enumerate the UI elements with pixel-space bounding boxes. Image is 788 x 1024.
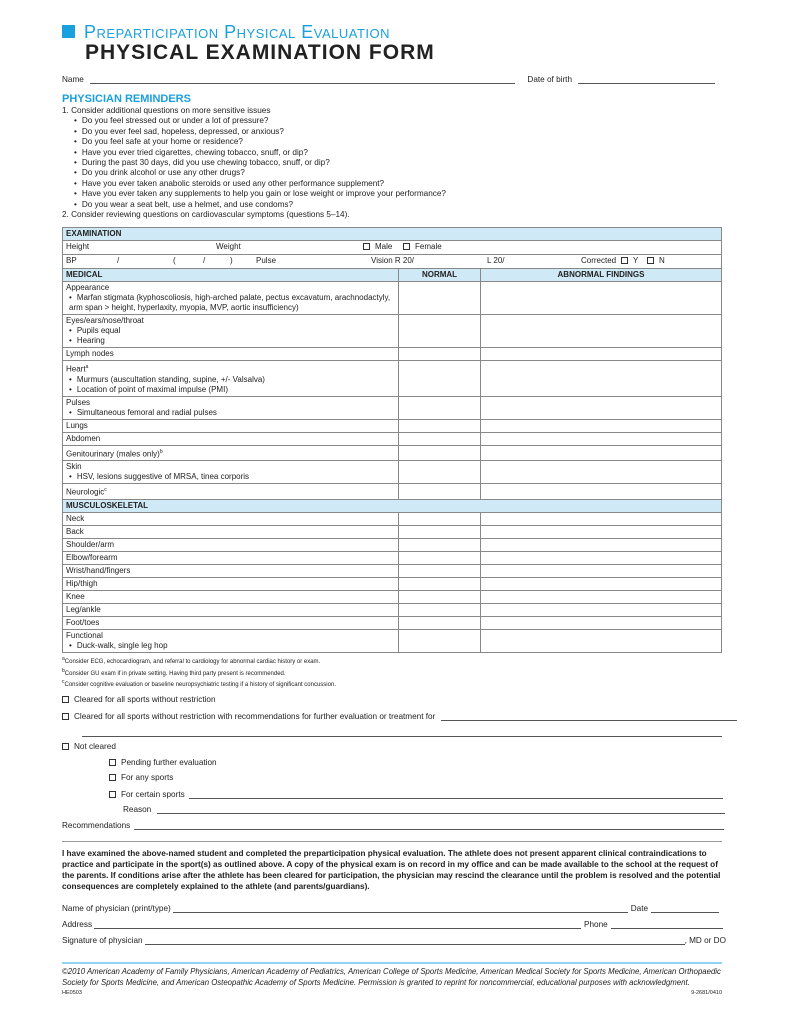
corrected-label: Corrected (581, 256, 617, 265)
blue-square-icon (62, 25, 75, 38)
female-option[interactable] (403, 242, 442, 252)
not-cleared-label: Not cleared (74, 742, 116, 751)
phone-label: Phone (584, 920, 608, 929)
exam-row (63, 282, 722, 315)
exam-row (63, 590, 722, 603)
checkbox-icon (647, 257, 654, 264)
abnormal-findings-cell[interactable] (481, 564, 722, 577)
abnormal-findings-cell[interactable] (481, 577, 722, 590)
copyright: ©2010 American Academy of Family Physicians, American Academy of Pediatrics, American College of Sports Medicine, American Medical Society for Sports Medicine, American Orthopaedic Society for Sports Medicine, and American Osteopathic Academy of Sports Medicine. Permission is granted to reprint for noncommercial, educational purposes with acknowledgment. (62, 967, 721, 987)
abnormal-findings-cell[interactable] (481, 590, 722, 603)
examination-heading: EXAMINATION (63, 228, 722, 241)
footnotes (62, 655, 336, 690)
corrected-yes[interactable] (621, 256, 638, 266)
address-field[interactable] (94, 919, 581, 929)
form-subtitle (62, 22, 390, 43)
cleared-rec-field-2[interactable] (82, 727, 722, 737)
footnote-marker: a (85, 364, 89, 370)
exam-item-label: Pulses (66, 397, 91, 407)
checkbox-icon (109, 791, 116, 798)
exam-item-detail: • Murmurs (auscultation standing, supine, +/- Valsalva) (66, 375, 395, 385)
abnormal-findings-cell[interactable] (481, 348, 722, 361)
normal-cell[interactable] (399, 484, 481, 500)
cleared-rec-label: Cleared for all sports without restriction with recommendations for further evaluation or treatment for (74, 712, 436, 721)
checkbox-icon (109, 759, 116, 766)
checkbox-icon (62, 696, 69, 703)
bp-label: BP (66, 256, 77, 265)
exam-item-detail: • Duck-walk, single leg hop (66, 641, 395, 651)
exam-row (63, 512, 722, 525)
exam-item (63, 282, 399, 315)
normal-cell[interactable] (399, 590, 481, 603)
reminder-item-2: 2. Consider reviewing questions on cardiovascular symptoms (questions 5–14). (62, 210, 350, 220)
abnormal-findings-cell[interactable] (481, 629, 722, 652)
signature-label: Signature of physician (62, 936, 143, 945)
exam-item-detail: • Marfan stigmata (kyphoscoliosis, high-arched palate, pectus excavatum, arachnodactyly, arm span > height, hyperlaxity, myopia, MVP, aortic insufficiency) (66, 293, 395, 313)
checkbox-icon (109, 774, 116, 781)
reminder-question: • Do you feel stressed out or under a lot of pressure? (62, 116, 446, 126)
footer-divider (62, 962, 722, 964)
exam-row (63, 616, 722, 629)
height-weight-row (63, 241, 722, 255)
certain-sports-label: For certain sports (121, 790, 185, 799)
phone-field[interactable] (611, 919, 723, 929)
name-label: Name (62, 75, 84, 84)
abnormal-findings-cell[interactable] (481, 461, 722, 484)
vision-right-label: Vision R 20/ (371, 256, 414, 265)
exam-item (63, 396, 399, 419)
normal-cell[interactable] (399, 282, 481, 315)
not-cleared-option[interactable] (62, 742, 116, 751)
normal-cell[interactable] (399, 629, 481, 652)
exam-item (63, 461, 399, 484)
footnote-a: $^a$Consider ECG, echocardiogram, and referral to cardiology for abnormal cardiac history or exam. (62, 656, 321, 665)
recommendations-row (62, 820, 724, 830)
exam-item (63, 484, 399, 500)
exam-row (63, 419, 722, 432)
corrected-no[interactable] (647, 256, 665, 266)
exam-item-label: Lungs (66, 420, 88, 430)
exam-item (63, 525, 399, 538)
vision-left-label: L 20/ (487, 256, 505, 265)
exam-item-label: Abdomen (66, 433, 101, 443)
exam-row (63, 432, 722, 445)
exam-item-label: Shoulder/arm (66, 539, 115, 549)
vitals-row (63, 255, 722, 269)
recommendations-label: Recommendations (62, 821, 131, 830)
normal-cell[interactable] (399, 512, 481, 525)
footnote-b: $^b$Consider GU exam if in private setting. Having third party present is recommended. (62, 667, 286, 677)
normal-cell[interactable] (399, 361, 481, 397)
abnormal-findings-cell[interactable] (481, 419, 722, 432)
abnormal-findings-cell[interactable] (481, 525, 722, 538)
normal-cell[interactable] (399, 616, 481, 629)
physician-name-field[interactable] (173, 903, 628, 913)
musculoskeletal-heading: MUSCULOSKELETAL (63, 499, 722, 512)
footnote-marker: b (159, 448, 163, 455)
form-title: PHYSICAL EXAMINATION FORM (85, 41, 435, 64)
pulse-label: Pulse (256, 256, 277, 265)
any-sports-option[interactable] (109, 773, 173, 782)
address-label: Address (62, 920, 93, 929)
exam-item (63, 419, 399, 432)
pending-option[interactable] (109, 758, 217, 767)
abnormal-findings-cell[interactable] (481, 445, 722, 461)
physician-name-label: Name of physician (print/type) (62, 904, 171, 913)
exam-item (63, 432, 399, 445)
normal-cell[interactable] (399, 461, 481, 484)
certain-sports-field[interactable] (189, 789, 723, 799)
normal-cell[interactable] (399, 538, 481, 551)
normal-cell[interactable] (399, 564, 481, 577)
exam-item (63, 361, 399, 397)
address-row (62, 919, 723, 929)
reminder-question: • Do you feel safe at your home or residence? (62, 137, 446, 147)
abnormal-heading: ABNORMAL FINDINGS (481, 269, 722, 282)
exam-item-label: Foot/toes (66, 617, 100, 627)
exam-row (63, 396, 722, 419)
normal-cell[interactable] (399, 551, 481, 564)
exam-item-label: Neck (66, 513, 85, 523)
exam-item-label: Wrist/hand/fingers (66, 565, 131, 575)
reminder-question: • Do you wear a seat belt, use a helmet, and use condoms? (62, 200, 446, 210)
footnote-c: $^c$Consider cognitive evaluation or baseline neuropsychiatric testing if a history of significant concussion. (62, 679, 336, 688)
cleared-label: Cleared for all sports without restriction (74, 695, 216, 704)
md-do-label: , MD or DO (684, 936, 726, 945)
abnormal-findings-cell[interactable] (481, 484, 722, 500)
exam-row (63, 525, 722, 538)
exam-item (63, 348, 399, 361)
reminder-question: • Have you ever taken any supplements to help you gain or lose weight or improve your performance? (62, 189, 446, 199)
date-label: Date (630, 904, 649, 913)
exam-item (63, 603, 399, 616)
normal-heading: NORMAL (399, 269, 481, 282)
normal-cell[interactable] (399, 315, 481, 348)
attestation-text: I have examined the above-named student and completed the preparticipation physical evaluation. The athlete does not present apparent clinical contraindications to practice and participate in the sport(s) as outlined above. A copy of the physical exam is on record in my office and can be made available to the school at the request of the parents. If conditions arise after the athlete has been cleared for participation, the physician may rescind the clearance until the problem is resolved and the potential consequences are completely explained to the athlete (and parents/guardians). (62, 849, 721, 891)
cleared-option[interactable] (62, 695, 216, 704)
dob-field[interactable] (578, 74, 715, 84)
date-field[interactable] (651, 903, 719, 913)
signature-row (62, 935, 726, 945)
exam-item-label: Functional (66, 630, 103, 640)
exam-item (63, 512, 399, 525)
yes-label: Y (633, 256, 639, 265)
female-label: Female (415, 242, 442, 251)
exam-row (63, 484, 722, 500)
any-sports-label: For any sports (121, 773, 174, 782)
normal-cell[interactable] (399, 525, 481, 538)
reminder-question: • Do you ever feel sad, hopeless, depressed, or anxious? (62, 127, 446, 137)
name-row (62, 74, 715, 84)
exam-item-label: Knee (66, 591, 85, 601)
certain-sports-option[interactable] (109, 789, 723, 799)
abnormal-findings-cell[interactable] (481, 551, 722, 564)
exam-item-detail: • HSV, lesions suggestive of MRSA, tinea corporis (66, 472, 395, 482)
abnormal-findings-cell[interactable] (481, 432, 722, 445)
exam-item (63, 538, 399, 551)
exam-item-detail: • Location of point of maximal impulse (PMI) (66, 385, 395, 395)
exam-item-detail: • Hearing (66, 336, 395, 346)
form-version: 9-2681/0410 (691, 990, 722, 996)
exam-item-label: Neurologic (66, 487, 105, 497)
exam-row (63, 577, 722, 590)
normal-cell[interactable] (399, 396, 481, 419)
subtitle-text: Preparticipation Physical Evaluation (84, 22, 391, 42)
abnormal-findings-cell[interactable] (481, 538, 722, 551)
weight-label: Weight (216, 242, 241, 251)
exam-row (63, 348, 722, 361)
examination-table (62, 227, 722, 653)
male-label: Male (375, 242, 393, 251)
checkbox-icon (363, 243, 370, 250)
exam-item (63, 590, 399, 603)
normal-cell[interactable] (399, 603, 481, 616)
exam-item-label: Lymph nodes (66, 349, 114, 358)
name-field[interactable] (90, 74, 515, 84)
normal-cell[interactable] (399, 432, 481, 445)
exam-item (63, 577, 399, 590)
exam-row (63, 603, 722, 616)
exam-item (63, 315, 399, 348)
reason-row (123, 804, 725, 814)
exam-row (63, 315, 722, 348)
dob-label: Date of birth (527, 75, 573, 84)
checkbox-icon (62, 743, 69, 750)
exam-item-label: Leg/ankle (66, 604, 101, 614)
exam-item (63, 445, 399, 461)
exam-item (63, 616, 399, 629)
abnormal-findings-cell[interactable] (481, 282, 722, 315)
reminder-question: • Have you ever taken anabolic steroids or used any other performance supplement? (62, 179, 446, 189)
abnormal-findings-cell[interactable] (481, 361, 722, 397)
normal-cell[interactable] (399, 419, 481, 432)
exam-item-detail: • Simultaneous femoral and radial pulses (66, 408, 395, 418)
signature-field[interactable] (145, 935, 685, 945)
exam-row (63, 551, 722, 564)
physician-name-row (62, 903, 719, 913)
exam-item-label: Heart (66, 364, 86, 374)
bp-lparen: ( (173, 256, 176, 265)
bp-slash-2: / (203, 256, 206, 265)
exam-item-label: Appearance (66, 283, 110, 292)
reason-label: Reason (123, 805, 152, 814)
normal-cell[interactable] (399, 445, 481, 461)
no-label: N (659, 256, 665, 265)
bp-slash: / (117, 256, 120, 265)
exam-item-detail: • Pupils equal (66, 326, 395, 336)
exam-row (63, 564, 722, 577)
reason-field[interactable] (157, 804, 725, 814)
footnote-marker: c (104, 487, 107, 494)
reminder-question: • Have you ever tried cigarettes, chewing tobacco, snuff, or dip? (62, 148, 446, 158)
abnormal-findings-cell[interactable] (481, 616, 722, 629)
reminder-item-1: 1. Consider additional questions on more sensitive issues (62, 106, 271, 115)
height-label: Height (66, 242, 90, 251)
normal-cell[interactable] (399, 348, 481, 361)
exam-row (63, 461, 722, 484)
abnormal-findings-cell[interactable] (481, 315, 722, 348)
exam-item-label: Hip/thigh (66, 578, 98, 588)
cleared-rec-field[interactable] (441, 711, 737, 721)
male-option[interactable] (363, 242, 392, 252)
exam-item-label: Genitourinary (males only) (66, 449, 160, 459)
medical-heading: MEDICAL (63, 269, 399, 282)
abnormal-findings-cell[interactable] (481, 603, 722, 616)
exam-row (63, 629, 722, 652)
exam-item-label: Eyes/ears/nose/throat (66, 316, 144, 325)
reminder-question: • Do you drink alcohol or use any other drugs? (62, 168, 446, 178)
reminders-heading: PHYSICIAN REMINDERS (62, 93, 191, 105)
exam-item (63, 551, 399, 564)
divider (62, 841, 722, 842)
reminder-question: • During the past 30 days, did you use chewing tobacco, snuff, or dip? (62, 158, 446, 168)
checkbox-icon (62, 713, 69, 720)
exam-item-label: Elbow/forearm (66, 552, 118, 562)
exam-item-label: Skin (66, 462, 82, 472)
reminders-list (62, 106, 446, 220)
exam-row (63, 538, 722, 551)
exam-item (63, 629, 399, 652)
exam-item-label: Back (66, 526, 84, 536)
exam-row (63, 445, 722, 461)
cleared-rec-option[interactable] (62, 711, 737, 721)
abnormal-findings-cell[interactable] (481, 512, 722, 525)
form-code: HE0503 (62, 990, 82, 996)
recommendations-field[interactable] (134, 820, 724, 830)
abnormal-findings-cell[interactable] (481, 396, 722, 419)
normal-cell[interactable] (399, 577, 481, 590)
checkbox-icon (403, 243, 410, 250)
exam-item (63, 564, 399, 577)
pending-label: Pending further evaluation (121, 758, 217, 767)
bp-rparen: ) (230, 256, 233, 265)
checkbox-icon (621, 257, 628, 264)
exam-row (63, 361, 722, 397)
